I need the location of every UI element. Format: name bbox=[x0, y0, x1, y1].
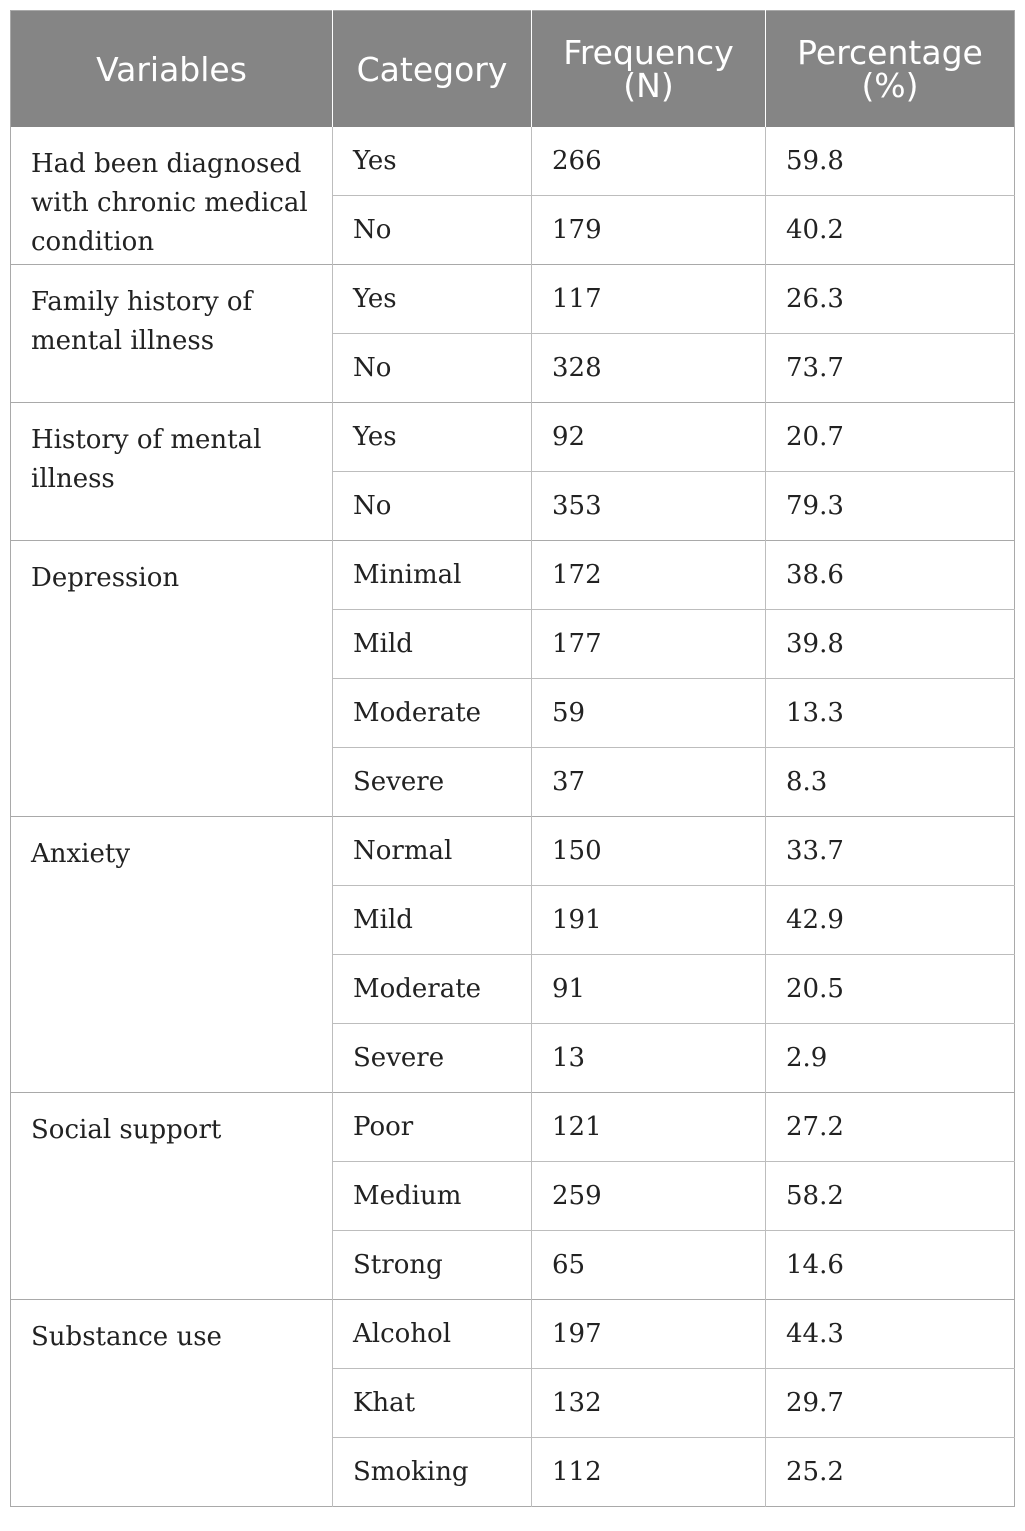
variable-group bbox=[11, 265, 1015, 403]
category-cell: Normal bbox=[333, 817, 532, 886]
percentage-cell: 27.2 bbox=[766, 1093, 1015, 1162]
percentage-cell: 20.5 bbox=[766, 955, 1015, 1024]
variable-cell: Family history of mental illness bbox=[11, 265, 333, 403]
category-cell: Minimal bbox=[333, 541, 532, 610]
category-cell: No bbox=[333, 334, 532, 403]
table-row bbox=[11, 265, 1015, 334]
frequency-cell: 112 bbox=[532, 1438, 766, 1507]
percentage-cell: 20.7 bbox=[766, 403, 1015, 472]
percentage-cell: 25.2 bbox=[766, 1438, 1015, 1507]
variable-group bbox=[11, 1093, 1015, 1300]
table-row bbox=[11, 817, 1015, 886]
frequency-cell: 91 bbox=[532, 955, 766, 1024]
frequency-cell: 177 bbox=[532, 610, 766, 679]
variable-group bbox=[11, 817, 1015, 1093]
percentage-cell: 73.7 bbox=[766, 334, 1015, 403]
frequency-cell: 259 bbox=[532, 1162, 766, 1231]
category-cell: Smoking bbox=[333, 1438, 532, 1507]
category-cell: Mild bbox=[333, 610, 532, 679]
variable-group bbox=[11, 541, 1015, 817]
category-cell: Medium bbox=[333, 1162, 532, 1231]
frequency-cell: 59 bbox=[532, 679, 766, 748]
variable-group bbox=[11, 127, 1015, 265]
variable-group bbox=[11, 403, 1015, 541]
table-row bbox=[11, 127, 1015, 196]
table-row bbox=[11, 541, 1015, 610]
header-percentage: Percentage (%) bbox=[766, 11, 1015, 128]
category-cell: No bbox=[333, 196, 532, 265]
frequency-cell: 172 bbox=[532, 541, 766, 610]
percentage-cell: 8.3 bbox=[766, 748, 1015, 817]
percentage-cell: 59.8 bbox=[766, 127, 1015, 196]
variable-cell: History of mental illness bbox=[11, 403, 333, 541]
variable-cell: Had been diagnosed with chronic medical condition bbox=[31, 149, 308, 257]
frequency-cell: 65 bbox=[532, 1231, 766, 1300]
category-cell: Alcohol bbox=[333, 1300, 532, 1369]
variable-cell: Substance use bbox=[11, 1300, 333, 1507]
percentage-cell: 42.9 bbox=[766, 886, 1015, 955]
frequency-cell: 92 bbox=[532, 403, 766, 472]
frequency-cell: 121 bbox=[532, 1093, 766, 1162]
category-cell: Moderate bbox=[333, 679, 532, 748]
data-table bbox=[10, 10, 1015, 1507]
percentage-cell: 29.7 bbox=[766, 1369, 1015, 1438]
percentage-cell: 38.6 bbox=[766, 541, 1015, 610]
header-category: Category bbox=[333, 11, 532, 128]
header-frequency: Frequency (N) bbox=[532, 11, 766, 128]
table-row bbox=[11, 1093, 1015, 1162]
category-cell: Yes bbox=[333, 127, 532, 196]
header-variables: Variables bbox=[11, 11, 333, 128]
frequency-cell: 197 bbox=[532, 1300, 766, 1369]
percentage-cell: 13.3 bbox=[766, 679, 1015, 748]
table-row bbox=[11, 403, 1015, 472]
percentage-cell: 26.3 bbox=[766, 265, 1015, 334]
category-cell: Poor bbox=[333, 1093, 532, 1162]
percentage-cell: 44.3 bbox=[766, 1300, 1015, 1369]
percentage-cell: 14.6 bbox=[766, 1231, 1015, 1300]
frequency-cell: 117 bbox=[532, 265, 766, 334]
header-row bbox=[11, 11, 1015, 128]
category-cell: Yes bbox=[333, 265, 532, 334]
table-row bbox=[11, 1300, 1015, 1369]
percentage-cell: 33.7 bbox=[766, 817, 1015, 886]
variable-group bbox=[11, 1300, 1015, 1507]
category-cell: Severe bbox=[333, 1024, 532, 1093]
category-cell: No bbox=[333, 472, 532, 541]
frequency-cell: 13 bbox=[532, 1024, 766, 1093]
category-cell: Mild bbox=[333, 886, 532, 955]
frequency-cell: 328 bbox=[532, 334, 766, 403]
percentage-cell: 39.8 bbox=[766, 610, 1015, 679]
frequency-cell: 150 bbox=[532, 817, 766, 886]
percentage-cell: 79.3 bbox=[766, 472, 1015, 541]
frequency-cell: 353 bbox=[532, 472, 766, 541]
frequency-cell: 266 bbox=[532, 127, 766, 196]
variable-cell: Social support bbox=[11, 1093, 333, 1300]
category-cell: Severe bbox=[333, 748, 532, 817]
variable-cell: Anxiety bbox=[11, 817, 333, 1093]
table-header bbox=[11, 11, 1015, 128]
variable-cell: Depression bbox=[11, 541, 333, 817]
frequency-cell: 132 bbox=[532, 1369, 766, 1438]
percentage-cell: 58.2 bbox=[766, 1162, 1015, 1231]
percentage-cell: 40.2 bbox=[766, 196, 1015, 265]
category-cell: Strong bbox=[333, 1231, 532, 1300]
category-cell: Yes bbox=[333, 403, 532, 472]
frequency-cell: 37 bbox=[532, 748, 766, 817]
frequency-cell: 191 bbox=[532, 886, 766, 955]
category-cell: Khat bbox=[333, 1369, 532, 1438]
percentage-cell: 2.9 bbox=[766, 1024, 1015, 1093]
frequency-cell: 179 bbox=[532, 196, 766, 265]
category-cell: Moderate bbox=[333, 955, 532, 1024]
